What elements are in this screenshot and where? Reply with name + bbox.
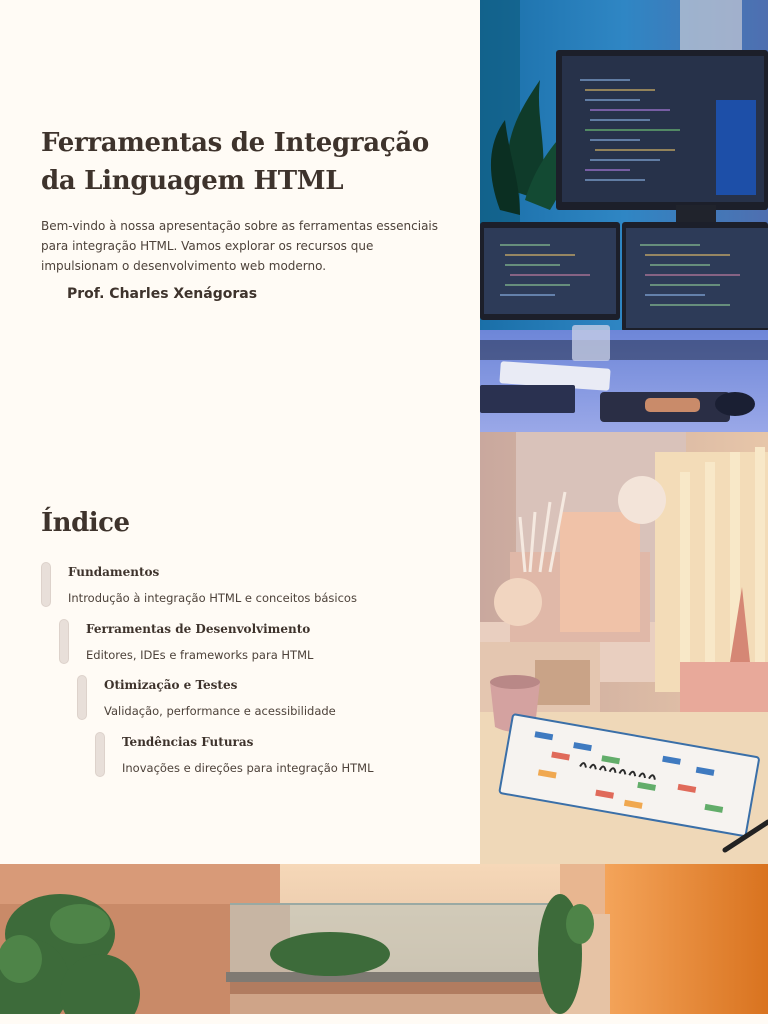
desk-photo [480,432,768,864]
toc-marker [95,732,105,777]
toc-marker [77,675,87,720]
architecture-photo [0,864,768,1024]
toc-item-title: Tendências Futuras [122,735,254,749]
page-title: Ferramentas de Integração da Linguagem HTML [41,128,429,196]
toc-item-description: Introdução à integração HTML e conceitos básicos [68,591,357,605]
toc-item-description: Validação, performance e acessibilidade [104,704,336,718]
cover-slide [0,0,768,432]
intro-paragraph: Bem-vindo à nossa apresentação sobre as ferramentas essenciais para integração HTML. Vamos explorar os recursos que impulsionam o desenvolvimento web moderno. [41,219,439,273]
toc-item-description: Editores, IDEs e frameworks para HTML [86,648,314,662]
toc-marker [41,562,51,607]
toc-title: Índice [41,508,130,538]
toc-item-title: Otimização e Testes [104,678,238,692]
toc-item-description: Inovações e direções para integração HTML [122,761,374,775]
monitors-photo [480,0,768,432]
author-name: Prof. Charles Xenágoras [67,286,258,302]
toc-item-title: Ferramentas de Desenvolvimento [86,622,311,636]
cover-text-panel [0,0,480,432]
toc-item-title: Fundamentos [68,565,160,579]
toc-slide [0,432,768,864]
toc-marker [59,619,69,664]
